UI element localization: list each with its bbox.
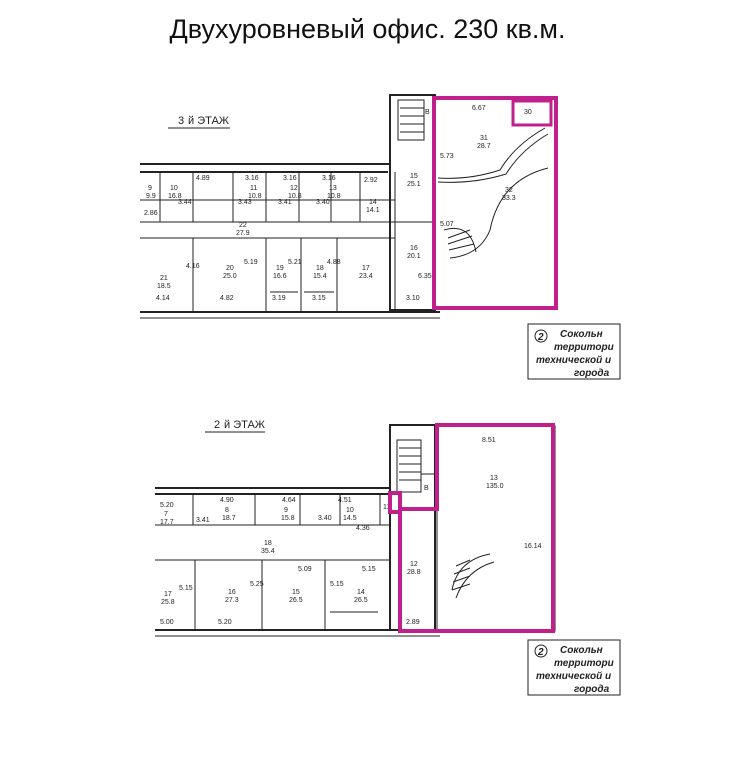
dim-3-6: 3.44 xyxy=(178,199,192,206)
dim-3-18: 3.10 xyxy=(406,295,420,302)
room-area-2-8: 18.7 xyxy=(222,515,236,522)
dim-2-0: 5.20 xyxy=(160,502,174,509)
stamp-3-line-1: Сокольн xyxy=(560,329,603,340)
dim-3-2: 3.16 xyxy=(283,175,297,182)
dim-3-20: 6.67 xyxy=(472,105,486,112)
room-label-3-20: 20 xyxy=(226,265,234,272)
dim-3-17: 4.88 xyxy=(327,259,341,266)
stamp-2-line-3: технической и xyxy=(536,671,612,682)
dim-3-21: 5.73 xyxy=(440,153,454,160)
room-label-3-13: 13 xyxy=(329,185,337,192)
room-label-3-15: 15 xyxy=(410,173,418,180)
dim-3-12: 4.82 xyxy=(220,295,234,302)
stamp-2-line-1: Сокольн xyxy=(560,645,603,656)
dim-3-7: 3.43 xyxy=(238,199,252,206)
room-area-3-12: 10.8 xyxy=(288,193,302,200)
stamp-3-line-3: технической и xyxy=(536,355,612,366)
dim-3-8: 3.41 xyxy=(278,199,292,206)
room-area-3-15: 25.1 xyxy=(407,181,421,188)
floor-3-labels xyxy=(144,105,532,302)
room-label-3-16: 16 xyxy=(410,245,418,252)
stamp-floor-2 xyxy=(528,640,620,695)
room-label-3-14: 14 xyxy=(369,199,377,206)
room-area-2-18: 35.4 xyxy=(261,548,275,555)
floor-3-number: 3 xyxy=(178,115,185,127)
room-area-3-21: 18.5 xyxy=(157,283,171,290)
dim-3-19: 6.35 xyxy=(418,273,432,280)
dim-2-8: 5.15 xyxy=(362,566,376,573)
room-label-3-30: 30 xyxy=(524,109,532,116)
room-label-2-18: 18 xyxy=(264,540,272,547)
stamp-3-line-4: города xyxy=(574,368,610,379)
room-label-3-18: 18 xyxy=(316,265,324,272)
room-label-3-9: 9 xyxy=(148,185,152,192)
dim-3-9: 3.40 xyxy=(316,199,330,206)
floor-3-label: й ЭТАЖ xyxy=(188,115,229,127)
room-label-3-32: 32 xyxy=(505,187,513,194)
dim-3-14: 3.19 xyxy=(272,295,286,302)
dim-2-13: 5.15 xyxy=(330,581,344,588)
room-area-3-11: 10.8 xyxy=(248,193,262,200)
dim-3-1: 3.16 xyxy=(245,175,259,182)
room-label-3-31: 31 xyxy=(480,135,488,142)
dim-3-5: 2.86 xyxy=(144,210,158,217)
room-area-3-32: 33.3 xyxy=(502,195,516,202)
room-label-2-13: 13 xyxy=(490,475,498,482)
room-label-3-22: 22 xyxy=(239,222,247,229)
room-label-2-17: 17 xyxy=(164,591,172,598)
floor-3-plan xyxy=(140,95,555,318)
dim-2-15: 8.51 xyxy=(482,437,496,444)
room-label-2-7: 7 xyxy=(164,511,168,518)
dim-2-11: 5.15 xyxy=(179,585,193,592)
room-area-3-13: 10.8 xyxy=(327,193,341,200)
dim-2-12: 5.25 xyxy=(250,581,264,588)
room-label-2-10: 10 xyxy=(346,507,354,514)
dim-2-6: 4.36 xyxy=(356,525,370,532)
room-area-3-20: 25.0 xyxy=(223,273,237,280)
room-area-2-15: 26.5 xyxy=(289,597,303,604)
dim-2-1: 4.90 xyxy=(220,497,234,504)
room-label-3-19: 19 xyxy=(276,265,284,272)
room-area-2-7: 17.7 xyxy=(160,519,174,526)
stamp-2-line-2: территори xyxy=(554,658,614,669)
dim-3-22: 5.07 xyxy=(440,221,454,228)
floor-2-labels xyxy=(160,437,542,626)
dim-2-3: 4.51 xyxy=(338,497,352,504)
room-label-2-11: 11 xyxy=(383,504,391,511)
stamp-floor-3 xyxy=(528,324,620,379)
dim-2-7: 5.09 xyxy=(298,566,312,573)
dim-3-11: 4.14 xyxy=(156,295,170,302)
dim-3-10: 4.16 xyxy=(186,263,200,270)
room-area-2-10: 14.5 xyxy=(343,515,357,522)
room-area-3-19: 16.6 xyxy=(273,273,287,280)
room-area-2-17: 25.8 xyxy=(161,599,175,606)
room-label-3-10: 10 xyxy=(170,185,178,192)
floor-3-room30-highlight xyxy=(513,101,551,125)
dim-3-4: 2.92 xyxy=(364,177,378,184)
stamp-2-number: 2 xyxy=(538,647,544,658)
room-label-3-17: 17 xyxy=(362,265,370,272)
floor-2-number: 2 xyxy=(214,419,221,431)
room-area-2-16: 27.3 xyxy=(225,597,239,604)
room-area-3-31: 28.7 xyxy=(477,143,491,150)
dim-3-15: 5.21 xyxy=(288,259,302,266)
room-area-3-17: 23.4 xyxy=(359,273,373,280)
room-label-3-11: 11 xyxy=(250,185,258,192)
stamp-2-line-4: города xyxy=(574,684,610,695)
room-label-3-12: 12 xyxy=(290,185,298,192)
room-label-2-16: 16 xyxy=(228,589,236,596)
dim-3-13: 5.19 xyxy=(244,259,258,266)
room-area-3-18: 15.4 xyxy=(313,273,327,280)
room-label-3-21: 21 xyxy=(160,275,168,282)
dim-3-3: 3.16 xyxy=(322,175,336,182)
room-area-2-14: 26.5 xyxy=(354,597,368,604)
room-area-3-9: 9.9 xyxy=(146,193,156,200)
room-area-3-22: 27.9 xyxy=(236,230,250,237)
room-label-2-15: 15 xyxy=(292,589,300,596)
stair-letter-2: B xyxy=(424,485,429,492)
dim-2-16: 16.14 xyxy=(524,543,542,550)
room-area-2-13: 135.0 xyxy=(486,483,504,490)
room-area-3-10: 16.8 xyxy=(168,193,182,200)
stair-letter-3: B xyxy=(425,109,430,116)
room-area-3-14: 14.1 xyxy=(366,207,380,214)
floor-3-office-highlight xyxy=(434,98,556,308)
room-label-2-9: 9 xyxy=(284,507,288,514)
dim-3-16: 3.15 xyxy=(312,295,326,302)
stamp-3-number: 2 xyxy=(538,332,544,343)
dim-2-10: 5.20 xyxy=(218,619,232,626)
dim-2-5: 3.40 xyxy=(318,515,332,522)
stamp-3-line-2: территори xyxy=(554,342,614,353)
floor-2-label: й ЭТАЖ xyxy=(224,419,265,431)
room-label-2-14: 14 xyxy=(357,589,365,596)
room-label-2-12: 12 xyxy=(410,561,418,568)
room-label-2-8: 8 xyxy=(225,507,229,514)
page-title: Двухуровневый офис. 230 кв.м. xyxy=(169,14,566,44)
room-area-2-9: 15.8 xyxy=(281,515,295,522)
dim-2-4: 3.41 xyxy=(196,517,210,524)
room-area-2-12: 28.8 xyxy=(407,569,421,576)
dim-2-14: 2.89 xyxy=(406,619,420,626)
dim-3-0: 4.89 xyxy=(196,175,210,182)
dim-2-2: 4.64 xyxy=(282,497,296,504)
room-area-3-16: 20.1 xyxy=(407,253,421,260)
dim-2-9: 5.00 xyxy=(160,619,174,626)
